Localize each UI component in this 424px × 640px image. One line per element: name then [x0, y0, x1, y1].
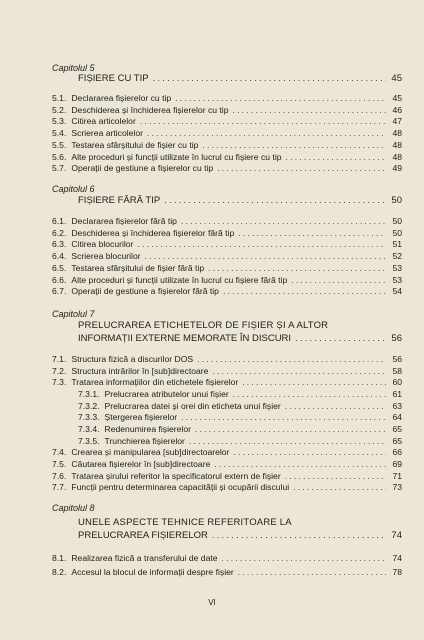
toc-entry	[52, 471, 402, 483]
entry-title: Prelucrarea datei și orei din eticheta unui fișier	[104, 400, 281, 411]
page-ref: 50	[392, 227, 402, 238]
dot-leader	[217, 163, 386, 173]
toc-entry	[52, 163, 402, 175]
entry-number: 7.4.	[52, 447, 67, 458]
toc-entry	[52, 263, 402, 275]
page-ref: 56	[392, 354, 402, 364]
toc-entry	[52, 366, 402, 378]
page-ref: 56	[391, 333, 402, 344]
page-ref: 66	[392, 447, 402, 458]
page-ref: 52	[392, 251, 402, 262]
dot-leader	[233, 389, 386, 399]
entry-number: 5.2.	[52, 104, 67, 115]
page-ref: 45	[391, 73, 402, 84]
dot-leader	[181, 412, 386, 422]
entry-title: Citirea articolelor	[71, 116, 136, 127]
toc-entry	[52, 286, 402, 298]
dot-leader	[242, 377, 386, 387]
dot-leader	[208, 263, 386, 273]
page-ref: 50	[391, 195, 402, 206]
dot-leader	[175, 93, 386, 103]
entry-number: 7.3.1.	[78, 388, 100, 399]
page-number: VI	[208, 598, 216, 607]
page-ref: 69	[392, 458, 402, 469]
entry-title: Operații de gestiune a fișierelor fără tip	[71, 286, 219, 297]
dot-leader	[285, 471, 386, 481]
entry-title: Prelucrarea atributelor unui fișier	[104, 388, 229, 399]
page-ref: 46	[392, 104, 402, 115]
dot-leader	[293, 482, 386, 492]
toc-entry	[52, 354, 402, 366]
entry-number: 6.7.	[52, 286, 67, 297]
page-ref: 53	[392, 262, 402, 273]
entry-number: 6.4.	[52, 251, 67, 262]
entry-number: 7.3.	[52, 377, 67, 388]
entry-number: 6.6.	[52, 274, 67, 285]
dot-leader	[214, 459, 386, 469]
toc-entry	[52, 377, 402, 389]
page-ref: 73	[392, 482, 402, 493]
chapter-label: Capitolul 5	[52, 63, 95, 73]
page-ref: 65	[392, 435, 402, 446]
dot-leader	[164, 195, 386, 206]
entry-title: Deschiderea și închiderea fișierelor fără tip	[71, 227, 235, 238]
entry-number: 8.1.	[52, 553, 67, 563]
page-ref: 48	[392, 128, 402, 139]
entry-title: Structura intrărilor în [sub]directoare	[71, 365, 209, 376]
entry-title: Căutarea fișierelor în [sub]directoare	[71, 458, 211, 469]
chapter-title-row	[78, 73, 402, 85]
entry-title: Testarea sfârșitului de fișier cu tip	[71, 139, 199, 150]
toc-entry	[52, 567, 402, 579]
dot-leader	[238, 228, 386, 238]
entry-title: Deschiderea și închiderea fișierelor cu tip	[71, 104, 229, 115]
page-ref: 74	[392, 553, 402, 563]
entry-title: Redenumirea fișierelor	[104, 423, 191, 434]
toc-subentry	[78, 412, 402, 424]
chapter-title-row	[78, 195, 402, 207]
page-ref: 50	[392, 216, 402, 226]
dot-leader	[233, 105, 387, 115]
toc-entry	[52, 228, 402, 240]
dot-leader	[181, 216, 386, 226]
dot-leader	[212, 366, 386, 376]
page-ref: 48	[392, 151, 402, 162]
entry-title: Operații de gestiune a fișierelor cu tip	[71, 163, 214, 174]
entry-title: Scrierea articolelor	[71, 128, 143, 139]
entry-title: Structura fizică a discurilor DOS	[71, 354, 194, 364]
toc-subentry	[78, 424, 402, 436]
toc-entry	[52, 152, 402, 164]
entry-number: 5.6.	[52, 151, 67, 162]
entry-title: Declararea fișierelor fără tip	[71, 216, 177, 226]
page-ref: 78	[392, 566, 402, 577]
entry-number: 6.2.	[52, 227, 67, 238]
entry-number: 8.2.	[52, 566, 67, 577]
entry-title: Declararea fișierelor cu tip	[71, 93, 172, 103]
page-ref: 45	[392, 93, 402, 103]
toc-entry	[52, 251, 402, 263]
toc-entry	[52, 128, 402, 140]
toc-entry	[52, 116, 402, 128]
entry-title: Scrierea blocurilor	[71, 251, 141, 262]
page-ref: 49	[392, 163, 402, 174]
chapter-title-row	[78, 530, 402, 542]
page-ref: 71	[392, 470, 402, 481]
entry-number: 7.5.	[52, 458, 67, 469]
entry-title: Tratarea șirului referitor la specificatorul extern de fișier	[71, 470, 281, 481]
chapter-title: INFORMAȚII EXTERNE MEMORATE ÎN DISCURI	[78, 333, 292, 344]
dot-leader	[202, 140, 386, 150]
dot-leader	[189, 436, 386, 446]
entry-title: Alte proceduri și funcții utilizate în lucrul cu fișiere cu tip	[71, 151, 282, 162]
toc-entry	[52, 93, 402, 105]
page-ref: 51	[392, 239, 402, 250]
toc-entry	[52, 553, 402, 565]
dot-leader	[291, 275, 386, 285]
entry-number: 7.7.	[52, 482, 67, 493]
page-ref: 63	[392, 400, 402, 411]
entry-number: 7.3.2.	[78, 400, 100, 411]
entry-number: 7.3.5.	[78, 435, 100, 446]
entry-title: Funcții pentru determinarea capacității și ocupării discului	[71, 482, 290, 493]
page-ref: 60	[392, 377, 402, 388]
page-ref: 54	[392, 286, 402, 297]
page-ref: 53	[392, 274, 402, 285]
page-ref: 48	[392, 139, 402, 150]
dot-leader	[233, 447, 386, 457]
entry-number: 6.3.	[52, 239, 67, 250]
page-ref: 47	[392, 116, 402, 127]
dot-leader	[295, 333, 386, 344]
page-ref: 58	[392, 365, 402, 376]
entry-number: 5.1.	[52, 93, 67, 103]
entry-number: 7.3.3.	[78, 412, 100, 423]
entry-number: 6.1.	[52, 216, 67, 226]
toc-entry	[52, 216, 402, 228]
page-ref: 61	[392, 388, 402, 399]
dot-leader	[137, 239, 386, 249]
entry-number: 5.4.	[52, 128, 67, 139]
toc-subentry	[78, 436, 402, 448]
entry-number: 7.1.	[52, 354, 67, 364]
toc-entry	[52, 239, 402, 251]
dot-leader	[238, 567, 386, 577]
toc-entry	[52, 459, 402, 471]
dot-leader	[195, 424, 386, 434]
dot-leader	[212, 530, 386, 541]
dot-leader	[223, 286, 386, 296]
entry-number: 5.7.	[52, 163, 67, 174]
entry-title: Testarea sfârșitului de fișier fără tip	[71, 262, 205, 273]
page-ref: 74	[391, 530, 402, 541]
entry-number: 7.2.	[52, 365, 67, 376]
entry-title: Ștergerea fișierelor	[104, 412, 178, 423]
dot-leader	[153, 73, 386, 84]
dot-leader	[285, 401, 386, 411]
entry-number: 5.3.	[52, 116, 67, 127]
entry-title: Accesul la blocul de informații despre fișier	[71, 566, 234, 577]
chapter-label: Capitolul 8	[52, 503, 95, 513]
toc-subentry	[78, 401, 402, 413]
toc-entry	[52, 105, 402, 117]
dot-leader	[147, 128, 386, 138]
entry-number: 7.3.4.	[78, 423, 100, 434]
chapter-title: UNELE ASPECTE TEHNICE REFERITOARE LA	[78, 517, 292, 528]
chapter-label: Capitolul 6	[52, 184, 95, 194]
entry-title: Crearea și manipularea [sub]directoarelor	[71, 447, 230, 458]
chapter-title: FIȘIERE FĂRĂ TIP	[78, 195, 161, 206]
page-ref: 65	[392, 423, 402, 434]
entry-title: Realizarea fizică a transferului de date	[71, 553, 218, 563]
dot-leader	[222, 553, 386, 563]
toc-subentry	[78, 389, 402, 401]
entry-number: 6.5.	[52, 262, 67, 273]
entry-title: Alte proceduri și funcții utilizate în lucrul cu fișiere fără tip	[71, 274, 288, 285]
entry-title: Citirea blocurilor	[71, 239, 134, 250]
toc-entry	[52, 275, 402, 287]
chapter-title: PRELUCRAREA ETICHETELOR DE FIȘIER ȘI A ALTOR	[78, 320, 329, 331]
chapter-label: Capitolul 7	[52, 309, 95, 319]
dot-leader	[145, 251, 386, 261]
dot-leader	[140, 116, 386, 126]
dot-leader	[197, 354, 386, 364]
chapter-title: PRELUCRAREA FIȘIERELOR	[78, 530, 208, 541]
chapter-title: FIȘIERE CU TIP	[78, 73, 149, 84]
toc-entry	[52, 447, 402, 459]
entry-title: Tratarea informațiilor din etichetele fișierelor	[71, 377, 239, 388]
chapter-title-row	[78, 333, 402, 345]
toc-entry	[52, 140, 402, 152]
toc-entry	[52, 482, 402, 494]
page-ref: 64	[392, 412, 402, 423]
entry-number: 7.6.	[52, 470, 67, 481]
entry-title: Trunchierea fișierelor	[104, 435, 185, 446]
entry-number: 5.5.	[52, 139, 67, 150]
dot-leader	[286, 152, 386, 162]
